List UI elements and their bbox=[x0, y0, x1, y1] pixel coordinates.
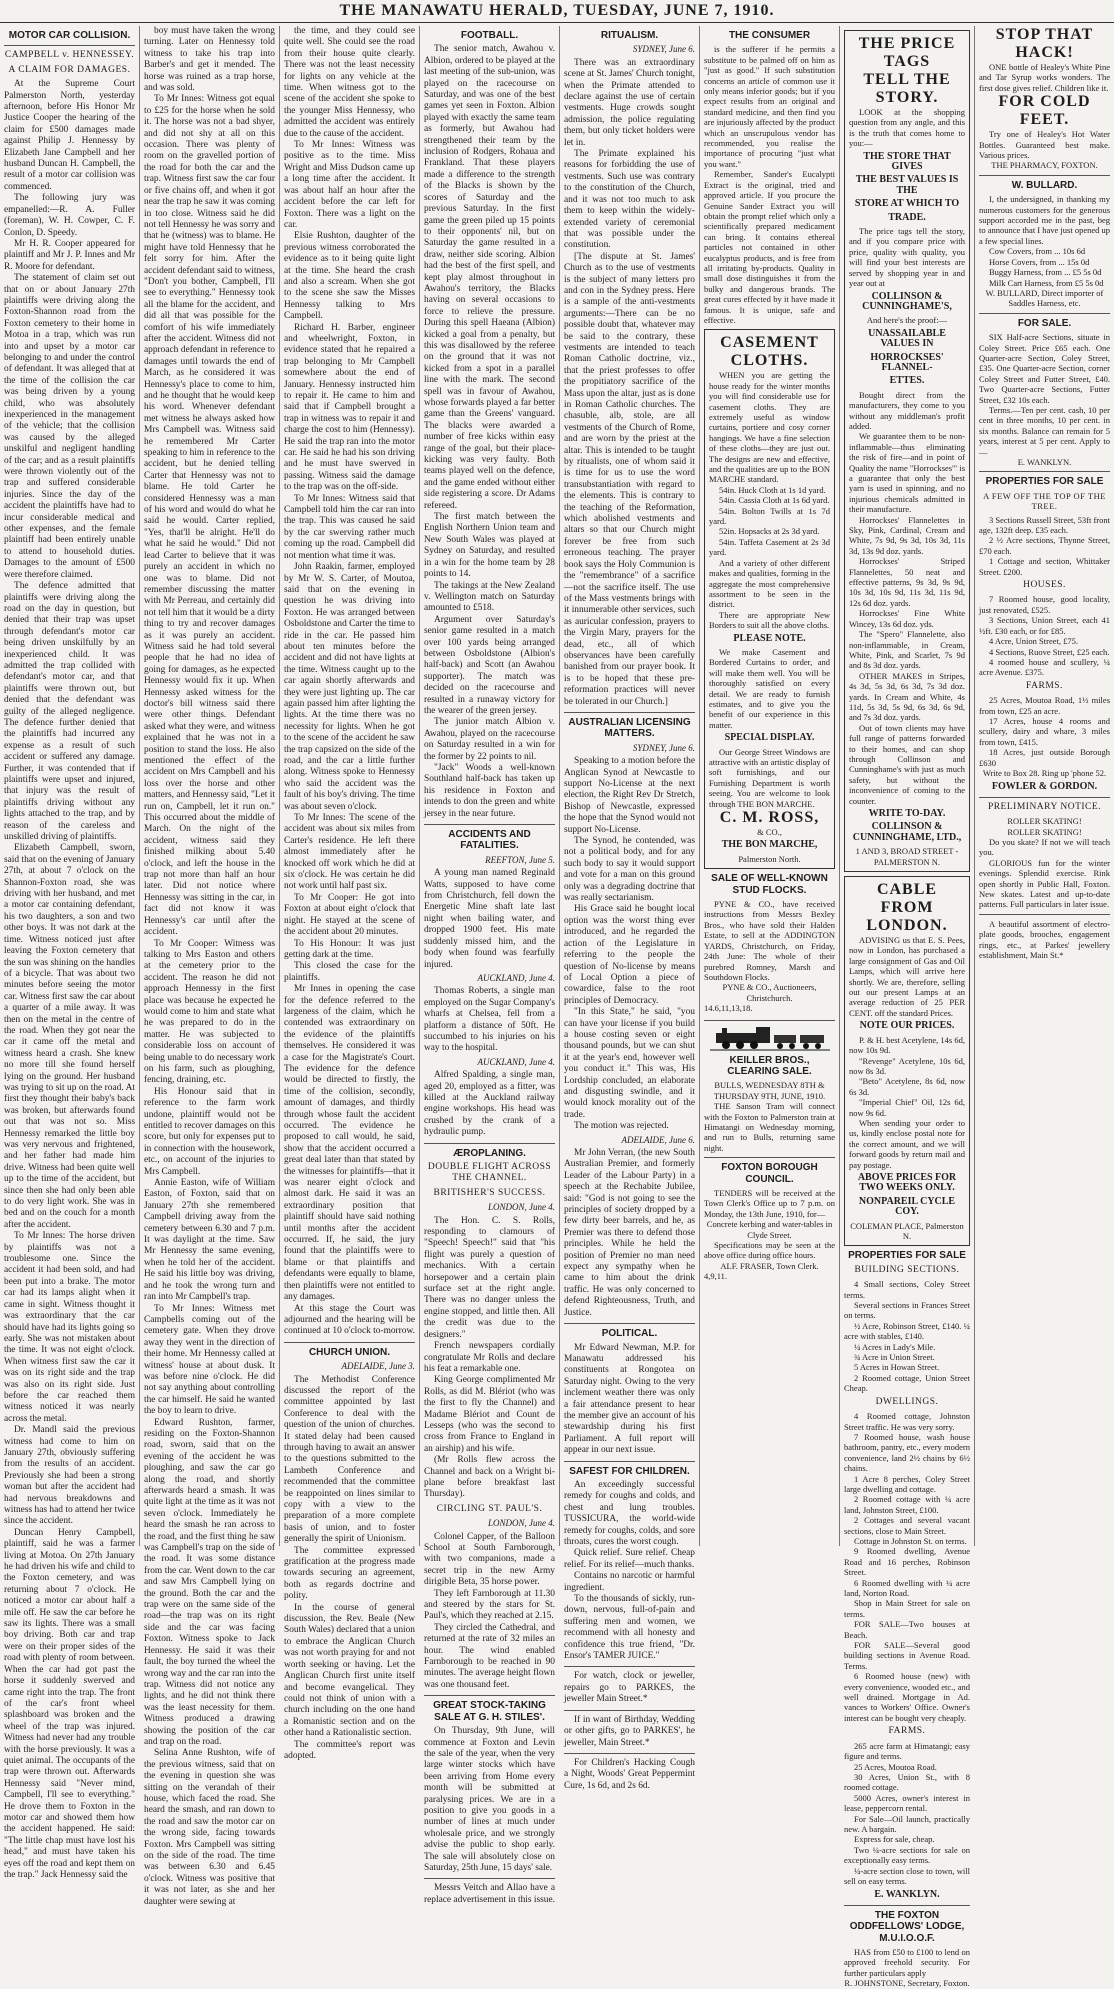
dateline: ADELAIDE, June 6. bbox=[621, 1134, 695, 1145]
accidents-heading: ACCIDENTS AND FATALITIES. bbox=[448, 829, 531, 852]
masthead bbox=[0, 0, 1114, 23]
preliminary-notice: PRELIMINARY NOTICE. bbox=[987, 801, 1102, 812]
list-item: 7 Roomed house, good locality, just renovated, £525. bbox=[979, 594, 1110, 615]
dwellings-heading: DWELLINGS. bbox=[875, 1396, 939, 1407]
divider bbox=[844, 1905, 970, 1906]
divider bbox=[424, 824, 555, 825]
article-paragraph: Richard H. Barber, engineer and wheelwright, Foxton, in evidence stated that he repaired a trap belonging to Mr Campbell somewhere about the end of January. Hennessy instructed him to repair it. He came to him and said that if Campbell brought a trap in witness was to repair it and charge the cost to him (Hennessy). He said the trap ran into the motor car. He said he had his son driving and he must have swerved in passing. Witness said the damage to the trap was on the off-side. bbox=[284, 322, 415, 493]
ad-title: STOP THAT bbox=[995, 26, 1094, 43]
ad-text: Horrockses' Fine White Wincey, 13s 6d doz. yds. bbox=[849, 608, 965, 629]
ad-slogan: UNASSAILABLE VALUES IN bbox=[868, 327, 946, 350]
article-paragraph: A young man named Reginald Watts, supposed to have come from Christchurch, fell down the Energetic Mine shaft late last night when bailing water, and dropped 1900 feet. His mate suddenly missed him, and the body when found was fearfully injured. bbox=[424, 868, 555, 970]
column-8 bbox=[979, 26, 1110, 1546]
ad-text: When sending your order to us, kindly enclose postal note for the correct amount, and we will forward goods by return mail and pay postage. bbox=[849, 1117, 965, 1170]
price-item: "Imperial Chief" Oil, 12s 6d, now 9s 6d. bbox=[849, 1097, 965, 1118]
properties-heading: PROPERTIES FOR SALE bbox=[848, 1250, 966, 1262]
article-paragraph: The following jury was empanelled:—R. A. Fuller (foreman), W. H. Cowper, C. F. Conlon, D. Speedy. bbox=[4, 193, 135, 238]
divider bbox=[424, 1143, 555, 1144]
list-item: 17 Acres, house 4 rooms and scullery, dairy and whare, 3 miles from town, £415. bbox=[979, 715, 1110, 747]
column-rule bbox=[279, 26, 280, 1546]
dateline: LONDON, June 4. bbox=[488, 1202, 555, 1213]
divider bbox=[979, 914, 1110, 915]
list-item: ¾ Acre in Union Street. bbox=[854, 1352, 935, 1363]
properties-subheading: A FEW OFF THE TOP OF THE TREE. bbox=[983, 490, 1106, 512]
ad-title: THE PRICE TAGS bbox=[858, 35, 956, 70]
ad-code: 4,9,11. bbox=[704, 1271, 728, 1282]
ad-signature: E. WANKLYN. bbox=[874, 1889, 940, 1901]
divider bbox=[704, 1157, 835, 1158]
article-paragraph: is the sufferer if he permits a substitute to be palmed off on him as "just as good." If such substitution concerns an article of common use it only means inferior goods; but if you expect results from an original and standard medicine, and then find you are injuriously affected by the product which an unscrupulous vendor has recommended, you realise the importance of procuring "just what you want." bbox=[704, 44, 835, 169]
case-title: CAMPBELL v. HENNESSEY. bbox=[4, 50, 135, 61]
ad-text: There are appropriate New Borders to suit all the above cloths. bbox=[709, 609, 830, 631]
price-item: "Beto" Acetylene, 8s 6d, now 6s 3d. bbox=[849, 1076, 965, 1097]
list-item: 2 Roomed cottage, Union Street Cheap. bbox=[844, 1372, 970, 1394]
ad-text: Out of town clients may have full range of patterns forwarded to their homes, and can shop through Collinson and Cunninghame's with just as much safety, but without the inconvenience of coming to the counter. bbox=[849, 722, 965, 806]
ad-text: WHEN you are getting the house ready for the winter months you will find considerable use for casement cloths. They are extremely useful as window curtains, portiere and cosy corner hangings. We have a fine selection of these cloths—they are just out. The designs are new and effective, and the qualities are up to the BON MARCHE standard. bbox=[709, 370, 830, 485]
list-item: 6 Roomed dwelling with ¼ acre land, Norton Road. bbox=[844, 1577, 970, 1598]
price-item: 52in. Hopsacks at 2s 3d yard. bbox=[719, 526, 820, 537]
ad-firm: NONPAREIL CYCLE COY. bbox=[858, 1195, 956, 1218]
ad-text: Concrete kerbing and water-tables in Clyde Street. bbox=[706, 1219, 833, 1240]
casement-cloths-ad bbox=[704, 329, 835, 869]
ad-text: We guarantee them to be non-inflammable—thus eliminating the risk of fire—and in point of Quality the name "Horrockses'" is a guarantee that only the best yarn is used in spinning, and no injurious chemicals admitted in their manufacture. bbox=[849, 431, 965, 515]
locomotive-icon bbox=[710, 1025, 830, 1051]
article-paragraph: To Mr Cooper: He got into Foxton at about eight o'clock that night. He stayed at the scene of the accident about 20 minutes. bbox=[284, 892, 415, 938]
list-item: Express for sale, cheap. bbox=[854, 1834, 935, 1845]
aeroplaning-subheading: DOUBLE FLIGHT ACROSS THE CHANNEL. bbox=[427, 1162, 552, 1184]
divider bbox=[979, 175, 1110, 176]
divider bbox=[424, 1878, 555, 1879]
article-paragraph: The Primate explained his reasons for forbidding the use of vestments. Such use was contrary to the constitution of the Church, and it was not too much to ask them to keep within the widely-extended variety of ceremonial that was possible under the constitution. bbox=[564, 149, 695, 251]
list-item: 265 acre farm at Himatangi; easy figure and terms. bbox=[844, 1740, 970, 1762]
aeroplaning-heading: ÆROPLANING. bbox=[453, 1147, 526, 1159]
ad-text: The "Spero" Flannelette, also non-inflammable, in Cream, White, Pink, and Scarlet, 7s 9d and 8s 3d doz. yards. bbox=[849, 629, 965, 671]
ad-title: CLOTHS. bbox=[730, 352, 809, 370]
ad-text: Specifications may be seen at the above office during office hours. bbox=[704, 1240, 835, 1261]
article-paragraph: John Raakin, farmer, employed by Mr W. S. Carter, of Moutoa, said that on the evening in question he was driving into Foxton. He was arranged between Osboldstone and Carter the time to ride in the car. He passed him about ten minutes before the accident and did not have lights at the time. Witness caught up to the car again shortly afterwards and they were just lighting up. The car again passed him after lighting the lights. At the time there was no necessity for lights. When he got to the scene of the accident he saw the trap capsized on the side of the road, and the car a little further along. Witness spoke to Hennessy who said the accident was the fault of his boy's driving. The time was about seven o'clock. bbox=[284, 562, 415, 812]
list-item: 4 Sections, Ruove Street, £25 each. bbox=[989, 646, 1110, 657]
list-item: 7 Roomed house, wash house bathroom, pantry, etc., every modern convenience, land 2½ chains by 6½ chains. bbox=[844, 1431, 970, 1474]
dateline: ADELAIDE, June 3. bbox=[341, 1361, 415, 1372]
ad-subheading: SPECIAL DISPLAY. bbox=[724, 732, 815, 744]
ad-slogan: STORE AT WHICH TO bbox=[854, 198, 960, 210]
divider bbox=[564, 1323, 695, 1324]
article-paragraph: the time, and they could see quite well. She could see the road from their house quite clearly. There was not the least necessity for lights on any vehicle at the time. When witness got to the scene of the accident she spoke to the younger Miss Hennessy, who admitted the accident was entirely due to the cause of the accident. bbox=[284, 26, 415, 139]
ad-title: CABLE FROM bbox=[876, 881, 938, 917]
notice-text: Messrs Veitch and Allao have a replace advertisement in this issue. bbox=[424, 1883, 555, 1905]
ad-signature: ALF. FRASER, Town Clerk. bbox=[720, 1260, 819, 1271]
divider bbox=[564, 1461, 695, 1462]
keiller-date: BULLS, WEDNESDAY 8TH & THURSDAY 9TH, JUNE, 1910. bbox=[713, 1080, 826, 1101]
article-paragraph: Duncan Henry Campbell, plaintiff, said he was a farmer living at Motoa. On 27th January he had driven his wife and child to the Foxton cemetery, and was returning about 7 o'clock. He noticed a motor car about half a mile off. He saw the car before he saw its lights. There was a small boy driving. Both car and trap were on their proper sides of the road with plenty of room between. When the car had got past the horse it suddenly swerved and came right into the trap. The front of the car's front wheel splashboard was broken and the wheel of the trap was injured. Witness had never had any trouble with the horse previously. It was a quiet animal. The occupants of the trap were thrown out. Afterwards Hennessy said "Never mind, Campbell, I'll see to everything." He drove them to Foxton in the motor car and showed them how the accident happened. He said: "The little chap must have lost his head," and must have taken his eyes off the road and kept them on the trap." Jack Hennessy said the bbox=[4, 1527, 135, 1880]
masthead-title: THE MANAWATU HERALD, TUESDAY, JUNE 7, 1910. bbox=[339, 2, 775, 19]
column-rule bbox=[699, 26, 700, 1546]
ad-text: Horrockses' Flannelettes in Sky, Pink, Cardinal, Cream and White, 7s 9d, 9s 3d, 10s 3d, 11s 3d, 13s 9d doz. yards. bbox=[849, 514, 965, 556]
list-item: FOR SALE—Two houses at Beach. bbox=[844, 1619, 970, 1640]
article-paragraph: At this stage the Court was adjourned and the hearing will be continued at 10 o'clock to-morrow. bbox=[284, 1303, 415, 1337]
roller-skating-title-2: ROLLER SKATING! bbox=[1007, 826, 1082, 837]
list-item: 2 ½ Acre sections, Thynne Street, £70 each. bbox=[979, 535, 1110, 556]
ad-signature: E. WANKLYN. bbox=[1017, 457, 1072, 467]
article-paragraph: The junior match Albion v. Awahou, played on the racecourse on Saturday resulted in a win for the former by 22 points to nil. bbox=[424, 717, 555, 762]
article-paragraph: To Mr Innes: Witness met Campbells coming out of the cemetery gate. When they drove away they went in the direction of their home. Mr Hennessy called at witness' house at about dusk. It was before nine o'clock. He did not say anything about controlling the car himself. He said he wanted the boy to learn to drive. bbox=[144, 1303, 275, 1417]
ad-text: Our George Street Windows are attractive with an artistic display of soft furnishings, and our Furnishing Department is worth seeing. You are welcome to look through THE BON MARCHE. bbox=[709, 746, 830, 809]
price-item: 54in. Bolton Twills at 1s 7d yard. bbox=[709, 505, 830, 527]
ad-firm: FOWLER & GORDON. bbox=[991, 781, 1098, 793]
list-item: FOR SALE—Several good building sections in Avenue Road. Terms. bbox=[844, 1640, 970, 1671]
article-paragraph: His Honour said that in reference to the farm work undone, plaintiff would not be entitled to recover damages on this score, but only for expenses put to in connection with the housework, etc., on account of the injuries to Mrs Campbell. bbox=[144, 1086, 275, 1177]
ad-text: We make Casement and Bordered Curtains to order, and will make them well. You will be thoroughly satisfied on every detail. We are ready to furnish estimates, and to give you the benefit of our experience in this matter. bbox=[709, 646, 830, 730]
list-item: 18 Acres, just outside Borough £630 bbox=[979, 747, 1110, 768]
list-item: 5000 Acres, owner's interest in lease, peppercorn rental. bbox=[844, 1792, 970, 1814]
article-paragraph: Mr H. R. Cooper appeared for plaintiff and Mr J. P. Innes and Mr R. Moore for defendant. bbox=[4, 238, 135, 272]
ad-subheading: NOTE OUR PRICES. bbox=[859, 1020, 955, 1032]
notice-text: For watch, clock or jeweller, repairs go to PARKES, the jeweller Main Street.* bbox=[564, 1671, 695, 1705]
dateline: AUCKLAND, June 4. bbox=[477, 972, 555, 983]
for-sale-heading: FOR SALE. bbox=[1017, 317, 1072, 329]
ritualism-heading: RITUALISM. bbox=[600, 30, 659, 41]
ad-firm: C. M. ROSS, bbox=[719, 809, 820, 827]
consumer-heading: THE CONSUMER bbox=[728, 30, 811, 41]
column-1 bbox=[4, 26, 135, 1880]
article-paragraph: "In this State," he said, "you can have your license if you build a house costing seven or eight thousand pounds, but we can shut it at the year's end, however well you conduct it." This was, His Lordship concluded, an elaborate and disgusting swindle, and it would knock morality out of the trade. bbox=[564, 1007, 695, 1120]
article-paragraph: King George complimented Mr Rolls, as did M. Blériot (who was the first to fly the Channel) and Madame Blériot and Count de Lesseps (who was the second to cross from France to England in an airship) and his wife. bbox=[424, 1375, 555, 1454]
article-paragraph: boy must have taken the wrong turning. Later on Hennessy told witness to take his trap into Barber's and get it mended. The horse was ruined as a trap horse, and was sold. bbox=[144, 26, 275, 94]
list-item: 25 Acres, Moutoa Road, 1½ miles from town, £25 an acre. bbox=[979, 695, 1110, 716]
ad-text: Horrockses' Striped Flannelettes, 50 neat and effective patterns, 9s 3d, 9s 9d, 10s 3d, 10s 9d, 11s 3d, 11s 9d, 12s 6d doz. yards. bbox=[849, 556, 965, 608]
ad-subheading: PLEASE NOTE. bbox=[733, 632, 806, 644]
column-rule bbox=[139, 26, 140, 1546]
roller-skating-title: ROLLER SKATING! bbox=[1007, 816, 1082, 827]
article-paragraph: They left Farnborough at 11.30 and steered by the stars for St. Paul's, which they reached at 2.15. bbox=[424, 1588, 555, 1622]
ad-firm: THE PHARMACY, FOXTON. bbox=[991, 160, 1098, 171]
price-item: 54in. Taffeta Casement at 2s 3d yard. bbox=[709, 536, 830, 558]
article-paragraph: Remember, Sander's Eucalypti Extract is the original, tried and approved article. If you procure the Genuine Sander Extract you will obtain the prompt relief which only a scientifically prepared medicament can bring. It contains ethereal particles not contained in other eucalyptus products, and is free from all irritating by-products. Quality in small dose distinguishes it from the bulky and dangerous brands. The great cures effected by it have made it famous. It is unique, safe and effective. bbox=[704, 169, 835, 325]
column-rule bbox=[559, 26, 560, 1546]
article-paragraph: To Mr Innes: The scene of the accident was about six miles from Carter's residence. He left there almost immediately after he knocked off work which he did at six o'clock. He was certain he did not work until half past six. bbox=[284, 813, 415, 892]
ad-slogan: THE BEST VALUES IS THE bbox=[855, 174, 959, 196]
dateline: REEFTON, June 5. bbox=[485, 854, 555, 865]
notice-text: For Children's Hacking Cough a Night, Woods' Great Peppermint Cure, 1s 6d, and 2s 6d. bbox=[564, 1757, 695, 1791]
ad-text: Terms.—Ten per cent. cash, 10 per cent in three months, 10 per cent. in six months. Balance can remain for 5 years, interest at 5 per cent. Apply to— bbox=[979, 404, 1110, 457]
article-paragraph: Argument over Saturday's senior game resulted in a match over 100 yards being arranged between Osboldstone (Albion's half-back) and Scott (an Awahou supporter). The match was decided on the racecourse and resulted in a runaway victory for the wearer of the green jersey. bbox=[424, 614, 555, 716]
ad-text: And a variety of other different makes and qualities, forming in the aggregate the most comprehensive assortment to be seen in the district. bbox=[709, 557, 830, 610]
divider bbox=[424, 1695, 555, 1696]
article-paragraph: French newspapers cordially congratulate Mr Rolls and declare his feat a remarkable one. bbox=[424, 1341, 555, 1374]
price-tags-ad bbox=[844, 30, 970, 872]
ad-title: TELL THE STORY. bbox=[863, 71, 951, 106]
price-item: "Revenge" Acetylene, 10s 6d, now 8s 3d. bbox=[849, 1055, 965, 1076]
column-rule bbox=[974, 26, 975, 1546]
ad-text: Write to Box 28. Ring up 'phone 52. bbox=[982, 767, 1107, 778]
safest-heading: SAFEST FOR CHILDREN. bbox=[569, 1465, 690, 1477]
price-item: Cow Covers, from ... 10s 6d bbox=[989, 246, 1086, 257]
column-6 bbox=[704, 26, 835, 1546]
article-paragraph: Elizabeth Campbell, sworn, said that on the evening of January 27th, at about 7 o'clock on the Shannon-Foxton road, she was driving with her husband, and met a motor car containing defendant, his two daughters, a son and two other boys. It was not dark at the time. Witness noticed just after leaving the Foxton cemetery that the sun was shining on the handles of a bicycle. That was about two minutes before seeing the motor car. Witness first saw the car about a quarter of a mile away. It was then on the metal in the centre of the road. When they got near the car it came off the metal and witness heard a crash. She knew no more till she found herself lying on the ground. Her husband was trying to sit up on the road. At first they thought their baby's back was broken, but afterwards found out that was not so. Miss Hennessy remarked the little boy was very nervous and frightened, and her father had made him drive. Witness had been quite well up to the time of the accident, but since then she had only been able to do very light work. She was in bed and on the couch for a month after the accident. bbox=[4, 843, 135, 1230]
licensing-heading: AUSTRALIAN LICENSING MATTERS. bbox=[568, 716, 691, 740]
article-paragraph: This closed the case for the plaintiffs. bbox=[284, 961, 415, 983]
ad-text: GLORIOUS fun for the winter evenings. Splendid exercise. Rink open shortly in Public Hall, Foxton. New skates. Latest and up-to-date patterns. Full particulars in later issue. bbox=[979, 857, 1110, 910]
article-paragraph: The senior match, Awahou v. Albion, ordered to be played at the last meeting of the sub-union, was played on the racecourse on Saturday, and was one of the best games yet seen in Foxton. Albion played with exactly the same team as formerly, but Awahou had strengthened their team by the inclusion of Rodgers, Rohaua and Frankland. That these players made a difference to the strength of the Blacks is shown by the scores of Saturday and the previous Saturday. In the first game the green piled up 15 points to their opponents' nil, but on Saturday the game resulted in a draw, neither side scoring. Albion had the best of the first spell, and kept play almost throughout in Awahou's territory, the Blacks having on several occasions to force to relieve the pressure. During this spell Haeana (Albion) kicked a goal from a penalty, but this was disallowed by the referee on the ground that it was not kicked from a spot in a parallel line with the mark. The second spell was in favour of Awahou, whose forwards played a far better game than the Greens' vanguard. The blacks were awarded a number of free kicks within easy range of the goal, but their place-kicking was very faulty. Both teams played well on the defence, and the game ended without either side registering a score. Dr Adams refereed. bbox=[424, 44, 555, 511]
article-paragraph: The Methodist Conference discussed the report of the committee appointed by last Conference to deal with the question of the union of churches. It stated delay had been caused through having to await an answer to the questions submitted to the Lambeth Conference and recommended that the committee be reappointed on lines similar to copy with a view to the preparation of a more complete basis of union, and to foster generally the spirit of Unionism. bbox=[284, 1374, 415, 1545]
column-7 bbox=[844, 26, 970, 1989]
keiller-heading: KEILLER BROS., CLEARING SALE. bbox=[727, 1054, 812, 1077]
ad-address: COLEMAN PLACE, Palmerston N. bbox=[850, 1220, 964, 1241]
farms-heading: FARMS. bbox=[888, 1726, 926, 1737]
notice-text: If in want of Birthday, Wedding or other gifts, go to PARKES', he jeweller, Main Street.* bbox=[564, 1714, 695, 1748]
list-item: 4 Roomed cottage, Johnston Street traffic. He was very sorry. bbox=[844, 1411, 970, 1432]
list-item: Two ¼-acre sections for sale on exceptionally easy terms. bbox=[844, 1844, 970, 1866]
ad-title: CASEMENT bbox=[720, 334, 819, 352]
political-heading: POLITICAL. bbox=[601, 1328, 658, 1340]
article-paragraph: Mr John Verran, (the new South Australian Premier, and formerly Leader of the Labour Party) in a speech at the Rechabite Jubilee, said: "God is not going to see the principles of society dropped by a few dirty beer barrels, and he, as Premier was there to defend those principles. While he held the position of Premier no man need expect any sympathy when he came to him about the drink traffic. He was only concerned to defend Righteousness, Truth, and Justice. bbox=[564, 1148, 695, 1318]
article-paragraph: In the course of general discussion, the Rev. Beale (New South Wales) declared that a union to embrace the Anglican Church was not worth praying for and not worth seeking or having. Let the Anglican Church first unite itself and become evangelical. They could not think of union with a church including on the one hand a Romanistic section and on the other hand a Rationalistic section. bbox=[284, 1602, 415, 1739]
ad-text: I, the undersigned, in thanking my numerous customers for the generous support accorded me in the past, beg to announce that I have just opened up a few special lines. bbox=[979, 194, 1111, 246]
article-paragraph: Mr Innes in opening the case for the defence referred to the largeness of the claim, which he contended was extraordinary on the evidence of the plaintiffs themselves. He considered it was a case for the Magistrate's Court. The evidence for the defence would be directed to firstly, the time of the collision, secondly, amount of damages, and thirdly through whose fault the accident occurred. The evidence he proposed to call would, he said, show that the accident occurred a great deal later than that stated by the witnesses for plaintiffs—that it was nearer eight o'clock and almost dark. He said it was an extraordinary position that plaintiff should have said nothing until months after the accident occurred. If, he said, the jury found that the plaintiffs were to blame or that plaintiffs and defendants were equally to blame, then plaintiffs were not entitled to any damages. bbox=[284, 984, 415, 1303]
ad-text: The price tags tell the story, and if you compare price with price, quality with quality, you will find your best interests are served by shopping year in and year out at bbox=[849, 226, 965, 289]
ad-firm: COLLINSON & CUNNINGHAME'S, bbox=[862, 290, 952, 312]
list-item: ¼-acre section close to town, will sell on easy terms. bbox=[844, 1865, 970, 1886]
article-paragraph: Alfred Spalding, a single man, aged 20, employed as a fitter, was killed at the Auckland railway engine workshops. His head was crushed by the crank of a hydraulic pump. bbox=[424, 1070, 555, 1138]
list-item: 25 Acres, Moutoa Road. bbox=[854, 1761, 937, 1772]
article-paragraph: The first match between the English Northern Union team and New South Wales was played at Sydney on Saturday, and resulted in a win for the home team by 28 points to 14. bbox=[424, 512, 555, 580]
price-item: 54in. Huck Cloth at 1s 1d yard. bbox=[719, 484, 826, 495]
dateline: SYDNEY, June 6. bbox=[632, 44, 695, 55]
article-paragraph: Elsie Rushton, daughter of the previous witness corroborated the evidence as to it being quite light at the time. She heard the crash and also a scream. When she got to the scene she saw the Misses Hennessy talking to Mrs Campbell. bbox=[284, 231, 415, 322]
list-item: For Sale—Oil launch, practically new. A bargain. bbox=[844, 1813, 970, 1834]
column-4 bbox=[424, 26, 555, 1905]
dateline: SYDNEY, June 6. bbox=[632, 742, 695, 753]
article-paragraph: There was an extraordinary scene at St. James' Church tonight, when the Primate attended to declare against the use of certain vestments. Huge crowds sought admission, the police regulating them, but only ticket holders were let in. bbox=[564, 57, 695, 148]
column-3 bbox=[284, 26, 415, 1761]
article-paragraph: On Thursday, 9th June, will commence at Foxton and Levin the sale of the year, when the very large winter stocks which have been arriving from Home every month will be submitted at paralysing prices. We are in a position to give you goods in a number of lines at much under wholesale price, and we strongly advise the public to shop early. The sale will absolutely close on Saturday, 25th June, 15 days' sale. bbox=[424, 1726, 555, 1873]
column-rule bbox=[839, 26, 840, 1546]
ad-text: ONE bottle of Healey's White Pine and Tar Syrup works wonders. The first dose gives relief. Children like it. bbox=[979, 62, 1110, 93]
lodge-heading: THE FOXTON ODDFELLOWS' LODGE, M.U.I.O.O.F. bbox=[849, 1909, 965, 1944]
article-paragraph: The committee expressed gratification at the progress made towards securing an agreement, both as regards doctrine and polity. bbox=[284, 1545, 415, 1602]
cable-from-london-ad bbox=[844, 876, 970, 1246]
list-item: 2 Roomed cottage with ¼ acre land, Johnston Street, £100. bbox=[844, 1494, 970, 1515]
ad-store: THE BON MARCHE, bbox=[721, 839, 818, 851]
stud-flocks-heading: SALE OF WELL-KNOWN STUD FLOCKS. bbox=[711, 873, 828, 896]
list-item: 4 roomed house and scullery, ¼ acre Avenue. £375. bbox=[979, 656, 1110, 678]
divider bbox=[564, 712, 695, 713]
divider bbox=[979, 471, 1110, 472]
ad-text: LOOK at the shopping question from any angle, and this is the truth that comes home to you:— bbox=[849, 107, 965, 149]
ad-firm-co: & CO., bbox=[757, 827, 782, 838]
list-item: Shop in Main Street for sale on terms. bbox=[844, 1598, 970, 1619]
properties-heading-2: PROPERTIES FOR SALE bbox=[985, 476, 1104, 488]
article-paragraph: To Mr Innes: Witness said that Campbell told him the car ran into the trap. This was caused he said by the car swerving rather much coming up the road. Campbell did not mention what time it was. bbox=[284, 493, 415, 561]
list-item: 1 Acre 8 perches, Coley Street large dwelling and cottage. bbox=[844, 1473, 970, 1494]
circling-heading: CIRCLING ST. PAUL'S. bbox=[436, 1503, 543, 1514]
article-paragraph: His Grace said he bought local option was the worst thing ever introduced, and he regarded the action of the Legislature in referring to the people the question of No-license by means of Local Option a piece of cowardice, false to the root principles of Democracy. bbox=[564, 904, 695, 1006]
ad-title: LONDON. bbox=[866, 917, 948, 935]
article-paragraph: To Mr Cooper: Witness was talking to Mrs Easton and others at the cemetery prior to the accident. The reason he did not approach Hennessy in the first place was because he expected he would come to him and state what he was prepared to do in the matter. He was subjected to considerable loss on account of being unable to do necessary work on his farm, such as ploughing, fencing, draining, etc. bbox=[144, 938, 275, 1086]
dateline: AUCKLAND, June 4. bbox=[477, 1056, 555, 1067]
ad-subheading: WRITE TO-DAY. bbox=[868, 808, 946, 819]
article-paragraph: To Mr Innes: The horse driven by plaintiffs was not a troublesome one. Since the accident it had been sold, and had been put into a brake. The motor car had its lamps alight when it came in sight. Witness thought it was extraordinary that the car should have had its lights going so early. She was not mistaken about the time. It was not eight o'clock. When witness first saw the car it was on its right side and the trap was also on its right side. Just before the car reached them witness noticed it was nearly across the metal. bbox=[4, 1231, 135, 1424]
article-paragraph: Colonel Capper, of the Balloon School at South Farnborough, with two companions, made a secret trip in the new Army dirigible Beta, 35 horse power. bbox=[424, 1531, 555, 1588]
article-paragraph: The Synod, he contended, was not a political body, and for any such body to say it would support and vote for a man on this ground only was a degrading doctrine that was really sectarianism. bbox=[564, 836, 695, 904]
article-paragraph: To His Honour: It was just getting dark at the time. bbox=[284, 938, 415, 960]
list-item: Cottage in Johnston St. on terms. bbox=[854, 1535, 967, 1546]
list-item: 4 Small sections, Coley Street terms. bbox=[844, 1279, 970, 1300]
list-item: Several sections in Frances Street on terms. bbox=[844, 1300, 970, 1321]
ad-text: SIX Half-acre Sections, situate in Coley Street. Price £65 each. One Quarter-acre Section, Coley Street, £35. One Quarter-acre Section, corner Coley Street and Futter Street, £40. Two Quarter-acre Sections, Futter Street, £32 10s each. bbox=[979, 332, 1110, 405]
article-paragraph: An exceedingly successful remedy for coughs and colds, and chest and lung troubles. TUSSICURA, the world-wide remedy for coughs, colds, and sore throats, cures the worst cough. bbox=[564, 1479, 695, 1547]
divider bbox=[979, 797, 1110, 798]
list-item: 4 Acre, Union Street, £75. bbox=[989, 636, 1078, 647]
article-paragraph: To the thousands of sickly, run-down, nervous, full-of-pain and suffering men and women, we recommend with all honesty and confidence this true friend, "Dr. Ensor's TAMER JUICE." bbox=[564, 1594, 695, 1662]
bullard-heading: W. BULLARD. bbox=[1011, 179, 1078, 191]
article-paragraph: Speaking to a motion before the Anglican Synod at Newcastle to support No-License at the next election, the Right Rev Dr Stretch, Bishop of Newcastle, expressed the hope that the Synod would not support No-License. bbox=[564, 756, 695, 835]
aeroplaning-subheading-2: BRITISHER'S SUCCESS. bbox=[433, 1187, 546, 1198]
article-paragraph: Quick relief. Sure relief. Cheap relief. For its relief—much thanks. bbox=[564, 1548, 695, 1570]
list-item: 5 Acres in Howan Street. bbox=[854, 1362, 940, 1373]
article-paragraph: The committee's report was adopted. bbox=[284, 1739, 415, 1761]
ad-signature: PYNE & CO., Auctioneers, Christchurch. bbox=[722, 982, 817, 1003]
price-item: Horse Covers, from ... 15s 0d bbox=[989, 256, 1090, 267]
notice-text: A beautiful assortment of electro-plate goods, brooches, engagement rings, etc., at Parkes' jewellery establishment, Main St.* bbox=[979, 918, 1110, 961]
price-item: Milk Cart Harness, from £5 5s 0d bbox=[989, 277, 1104, 288]
stiles-sale-heading: GREAT STOCK-TAKING SALE AT G. H. STILES'. bbox=[433, 1700, 546, 1723]
list-item: 3 Sections, Union Street, each 41 ½ft. £30 each, or for £85. bbox=[979, 615, 1110, 636]
article-paragraph: The Hon. C. S. Rolls, responding to clamours of "Speech! Speech!" said that "his flight was purely a question of mechanics. With a certain horsepower and a certain plain surface set at the right angle. There was no danger unless the engine stopped, and little then. All the credit was due to the designers." bbox=[424, 1215, 555, 1340]
list-item: ¼ Acres in Lady's Mile. bbox=[854, 1341, 936, 1352]
price-item: 54in. Cassia Cloth at 1s 6d yard. bbox=[719, 495, 830, 506]
ad-firm: COLLINSON & CUNNINGHAME, LTD., bbox=[852, 821, 962, 843]
ad-text: And here's the proof:— bbox=[866, 315, 948, 326]
article-paragraph: The defence admitted that plaintiffs were driving along the road on the day in question, but denied that their trap was upset through defendant's motor car being driven unskilfully by an inexperienced child. It was admitted the trap collided with defendant's motor car, and that plaintiffs were thrown out, but denied that the defendant was guilty of the alleged negligence. The defence further denied that the plaintiffs had incurred any expense as a result of such accident or suffered any damage. Further, it was contended that if plaintiffs were upset and injured, that injury was the result of plaintiffs driving without any lights attached to the trap, and by reason of the careless and unskilled driving of plaintiffs. bbox=[4, 581, 135, 843]
article-paragraph: Contains no narcotic or harmful ingredient. bbox=[564, 1571, 695, 1593]
ad-address: 1 AND 3, BROAD STREET - PALMERSTON N. bbox=[855, 846, 959, 867]
ad-slogan: ETTES. bbox=[889, 375, 925, 387]
list-item: ½ Acre, Robinson Street, £140. ¼ acre with stables, £140. bbox=[844, 1320, 970, 1342]
article-paragraph: At the Supreme Court Palmerston North, yesterday afternoon, before His Honor Mr Justice Cooper the hearing of the claim for £500 damages made against Philip J. Hennessy by Elizabeth Jane Campbell and her husband Duncan H. Campbell, the result of a motor car collision was commenced. bbox=[4, 79, 135, 192]
divider bbox=[979, 313, 1110, 314]
article-paragraph: They circled the Cathedral, and returned at the rate of 32 miles an hour. The wind enabled Farnborough to be reached in 90 minutes. The average height flown was one thousand feet. bbox=[424, 1622, 555, 1690]
article-paragraph: To Mr Innes: Witness was positive as to the time. Miss Wright and Miss Dudson came up a long time after the accident. It was about half an hour after the accident before the car left for Foxton. There was a light on the car. bbox=[284, 140, 415, 230]
divider bbox=[704, 1020, 835, 1021]
ad-signature: R. JOHNSTONE, Secretary, Foxton. bbox=[844, 1978, 970, 1989]
column-rule bbox=[419, 26, 420, 1546]
building-heading: BUILDING SECTIONS. bbox=[854, 1264, 960, 1275]
ad-text: OTHER MAKES in Stripes, 4s 3d, 5s 3d, 6s 3d, 7s 3d doz. yards. In Cream and White, 4s 11d, 5s 3d, 5s 9d, 6s 3d, 6s 9d, and 7s 3d doz. yards. bbox=[849, 670, 965, 723]
ad-subheading: ABOVE PRICES FOR TWO WEEKS ONLY. bbox=[857, 1171, 957, 1194]
ad-slogan: TRADE. bbox=[888, 211, 926, 223]
ad-slogan: THE STORE THAT GIVES bbox=[863, 150, 951, 173]
list-item: 6 Roomed house (new) with every convenience, wooded etc., and well drained. Mortgage in Ad. vances to Workers' Office. Owner's interest can be bought very cheaply. bbox=[844, 1671, 970, 1723]
houses-heading: HOUSES. bbox=[1023, 580, 1066, 591]
column-2 bbox=[144, 26, 275, 1907]
divider bbox=[564, 1710, 695, 1711]
dateline: LONDON, June 4. bbox=[488, 1518, 555, 1529]
article-paragraph: The motion was rejected. bbox=[574, 1121, 669, 1132]
article-paragraph: The statement of claim set out that on or about January 27th plaintiffs were driving along the Foxton-Shannon road from the Foxton cemetery to their home in Motoa in a trap, which was run into and upset by a motor car belonging to and under the control of defendant. It was alleged that at the time of the collision the car was being driven by a young child, who was absolutely inexperienced in the management of the vehicle; that the collision was caused by the alleged unskilful and negligent handling of the car; and as a result plaintiffs were thrown violently out of the trap and suffered considerable injuries. Since the day of the accident the plaintiffs have had to incur considerable medical and other expenses, and the female plaintiff had been entirely unable to attend to household duties. Damages to the amount of £500 were therefore claimed. bbox=[4, 273, 135, 580]
article-paragraph: To Mr Innes: Witness got equal to £25 for the horse when he sold it. The horse was not a bad shyer, and did not shy at all on this occasion. There was plenty of room on the gravelled portion of the road for both the car and the trap. Witness first saw the car four or five chains off, and when it got near the trap he saw it was coming in too close. Witness said he did not tell Hennessy he was sorry and that he (witness) was to blame. He might have told Hennessy that he felt sorry for him. After the accident defendant said to witness, "Don't you bother, Campbell, I'll see to everything." Hennessy took all the blame for the accident, and did all that was possible for the comfort of his wife immediately after the accident. Witness did not approach defendant in reference to damages until towards the end of March, as he considered it was Hennessy's place to come to him, and he thought that he would keep his word. Whenever defendant met witness he always asked how Mrs Campbell was. Witness said he remembered Mr Carter speaking to him in reference to the accident, but he denied telling Carter that Hennessy was not to blame. He told Carter he considered Hennessy was a man of his word and would do what he said he would. Carter replied, "Yes, that'll be alright. He'll do what he said he would." Did not lead Carter to believe that it was purely an accident in which no one was to blame. Did not remember discussing the matter with Mr Perreau, and certainly did not tell him that it would be a dirty thing to try and recover damages as it was purely an accident. Witness said he had told several people that he had no idea of going for damages, as he expected Hennessy would fix it up. When Hennessy asked witness for the doctor's bill witness said there were other things. Defendant asked what they were, and witness explained that he was not in a position to stand the loss. He also mentioned the effect of the accident on Mrs Campbell and his loss over the horse and other matters, and Hennessy said, "Let it run on, Campbell, let it run on." This occurred about the middle of March. On the night of the accident, witness said they finished milking about 5.40 o'clock, and left the house in the trap not more than half an hour later. Did not notice where Hennessy was sitting in the car, in fact did not know it was Hennessy's car until after the accident. bbox=[144, 94, 275, 938]
price-item: P. & H. best Acetylene, 14s 6d, now 10s 9d. bbox=[849, 1034, 965, 1056]
ad-slogan: HORROCKSES' FLANNEL- bbox=[870, 351, 944, 373]
article-paragraph: The takings at the New Zealand v. Wellington match on Saturday amounted to £518. bbox=[424, 580, 555, 614]
motor-car-heading: MOTOR CAR COLLISION. bbox=[8, 30, 131, 41]
article-paragraph: "Jack" Woods a well-known Southland half-back has taken up his residence in Foxton and intends to don the green and white jersey in the near future. bbox=[424, 763, 555, 819]
list-item: 3 Sections Russell Street, 53ft front age, 132ft deep. £35 each. bbox=[979, 514, 1110, 536]
list-item: 2 Cottages and several vacant sections, close to Main Street. bbox=[844, 1515, 970, 1536]
article-paragraph: [The dispute at St. James' Church as to the use of vestments is the subject of many letters pro and con in the Sydney press. Here is a sample of the anti-vestments arguments:—There can be no possible doubt that, whatever may be said to the contrary, these vestments are intended to teach Roman Catholic doctrine, viz., that the priest professes to offer the propitiatory sacrifice of the Mass upon the altar, just as is done in Roman Catholic churches. The chasuble, alb, stole, are all vestments of the Church of Rome, and are worn by the priest at the altar. This is intended to be taught by ritualists, one of whom said it is time for us to use the word transubstantiation with regard to the elements. This is contrary to the teaching of the Reformation, which abolished vestments and altars so that our Church might forever be free from such erroneous teaching. The prayer book says the Holy Communion is the "remembrance" of a sacrifice—not the sacrifice itself. The use of the Mass vestments brings with it innumerable other services, such as auricular confession, prayers to the Virgin Mary, prayers for the dead, etc., all of which observances have been carefully banished from our prayer book. It is to be hoped that these pre-reformation practices will never be tolerated in our Church.] bbox=[564, 251, 695, 707]
ad-signature: W. BULLARD, Direct importer of Saddles Harness, etc. bbox=[985, 287, 1104, 309]
divider bbox=[4, 45, 135, 46]
list-item: 30 Acres, Union St., with 8 roomed cottage. bbox=[844, 1771, 970, 1793]
article-paragraph: Annie Easton, wife of William Easton, of Foxton, said that on January 27th she remembered Campbell driving away from the cemetery between 6.30 and 7 p.m. It was daylight at the time. Saw Mr Hennessy the same evening, when he told her of the accident. He said his little boy was driving, and he took the wrong turn and ran into Mr Campbell's trap. bbox=[144, 1178, 275, 1303]
ad-town: Palmerston North. bbox=[738, 853, 801, 864]
article-paragraph: Dr. Mandl said the previous witness had come to him on January 27th, obviously suffering from the results of an accident. Previously she had been a strong woman but after the accident had had nervous breakdowns and witness has had to attend her twice since the accident. bbox=[4, 1425, 135, 1527]
ad-text: Try one of Healey's Hot Water Bottles. Guaranteed best make. Various prices. bbox=[979, 129, 1110, 161]
ad-text: TENDERS will be received at the Town Clerk's Office up to 7 p.m. on Monday, the 13th June, 1910, for— bbox=[704, 1188, 835, 1219]
divider bbox=[564, 1753, 695, 1754]
ad-text: ADVISING us that E. S. Pees, now in London, has purchased a large consignment of Gas and Oil Lamps, which will arrive here shortly. We are, therefore, selling out our present Lamps at an average reduction of 25 PER CENT. off the standard Prices. bbox=[849, 935, 965, 1018]
price-item: Buggy Harness, from ... £5 5s 0d bbox=[989, 267, 1102, 278]
article-paragraph: Edward Rushton, farmer, residing on the Foxton-Shannon road, sworn, said that on the evening of the accident he was ploughing, and saw the car go along the road, and shortly afterwards heard a smash. It was quite light at the time as it was not seven o'clock. Immediately he heard the smash he ran across to the road, and the first thing he saw was Campbell's trap on the side of the road. It was some distance from the car. Went down to the car and saw Mrs Campbell lying on the ground. Both the car and the trap were on the same side of the road—the trap was on its right side and the car was facing Foxton. Witness spoke to Jack Hennessy. He said it was their fault, the boy turned the wheel the wrong way and the car ran into the trap. Witness did not notice any lights, and he did not think there was the least necessity for them. Witness produced a drawing showing the position of the car and trap on the road. bbox=[144, 1417, 275, 1747]
ad-text: PYNE & CO., have received instructions from Messrs Bexley Bros., who have sold their Halden Estate, to sell at the ADDINGTON YARDS, Christchurch, on Friday, 24th June: The whole of their purebred Romney, Marsh and Southdown Flocks. bbox=[704, 899, 835, 982]
column-5 bbox=[564, 26, 695, 1791]
ad-text: THE Sanson Tram will connect with the Foxton to Palmerston train at Himatangi on Wednesday morning, and run to Bulls, returning same night. bbox=[704, 1101, 835, 1153]
article-paragraph: Thomas Roberts, a single man employed on the Sugar Company's wharfs at Chelsea, fell from a platform a distance of 50ft. He succumbed to his injuries on his way to the hospital. bbox=[424, 986, 555, 1054]
list-item: 1 Cottage and section, Whittaker Street. £200. bbox=[979, 556, 1110, 577]
football-heading: FOOTBALL. bbox=[460, 30, 519, 41]
article-paragraph: Selina Anne Rushton, wife of the previous witness, said that on the evening in question she was sitting on the verandah of their house, which faced the road. She heard the smash, and ran down to the road and saw the motor car on the wrong side, facing towards Foxton. Mrs Campbell was sitting on the side of the road. The time was between 6.30 and 6.45 o'clock. Witness was positive that it was not later, as she and her daughter were sewing at bbox=[144, 1748, 275, 1907]
ad-text: Bought direct from the manufacturers, they come to you without any middleman's profit added. bbox=[849, 389, 965, 431]
ad-text: HAS from £50 to £100 to lend on approved freehold security. For further particulars apply bbox=[844, 1947, 970, 1978]
article-paragraph: Mr Edward Newman, M.P. for Manawatu addressed his constituents at Rongotea on Saturday night. Owing to the very inclement weather there was only a fair attendance present to hear the member give an account of his stewardship during his first Parliament. A full report will appear in our next issue. bbox=[564, 1342, 695, 1456]
ad-text: Do you skate? If not we will teach you. bbox=[979, 837, 1110, 858]
divider bbox=[284, 1342, 415, 1343]
article-paragraph: (Mr Rolls flew across the Channel and back on a Wright bi-plane before breakfast last Thursday). bbox=[424, 1455, 555, 1500]
list-item: 9 Roomed dwelling, Avenue Road and 16 perches, Robinson Street. bbox=[844, 1546, 970, 1578]
council-heading: FOXTON BOROUGH COUNCIL. bbox=[721, 1162, 818, 1185]
church-union-heading: CHURCH UNION. bbox=[308, 1346, 391, 1358]
ad-title: FEET. bbox=[1019, 111, 1070, 129]
ad-code: 14.6,11,13,18. bbox=[704, 1003, 753, 1014]
claim-subheading: A CLAIM FOR DAMAGES. bbox=[8, 64, 131, 75]
ad-title: FOR COLD bbox=[998, 93, 1091, 111]
ad-title: HACK! bbox=[1015, 44, 1074, 61]
farms-heading-2: FARMS. bbox=[1026, 680, 1063, 691]
divider bbox=[564, 1666, 695, 1667]
